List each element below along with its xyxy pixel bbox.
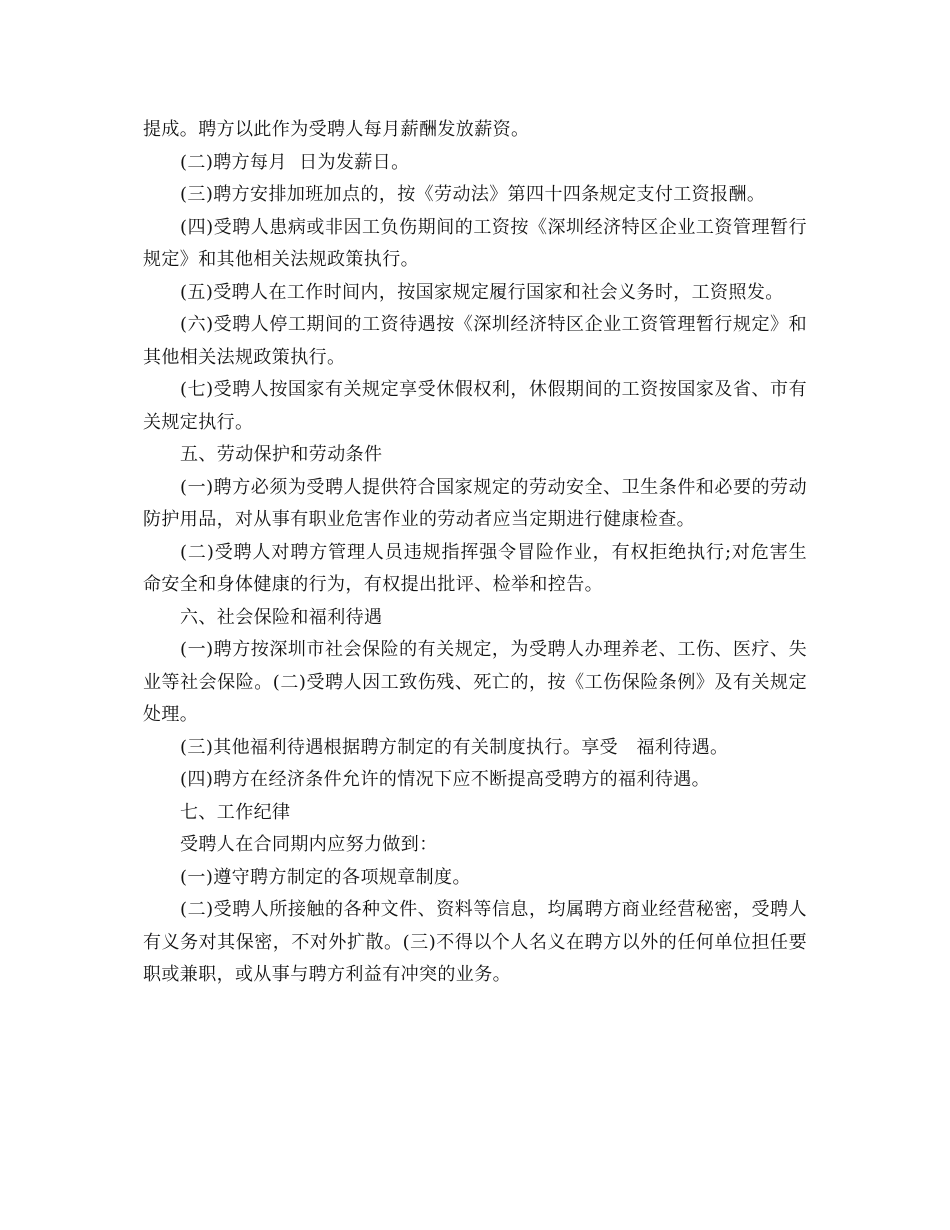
paragraph-salary-basis: 提成。聘方以此作为受聘人每月薪酬发放薪资。 [143,119,530,140]
paragraph-employee-duties-intro: 受聘人在合同期内应努力做到： [180,834,438,855]
paragraph-suspension-pay: (六)受聘人停工期间的工资待遇按《深圳经济特区企业工资管理暂行规定》和其他相关法规政策执行。 [143,314,807,368]
paragraph-civic-duty-pay: (五)受聘人在工作时间内，按国家规定履行国家和社会义务时，工资照发。 [180,281,784,303]
paragraph-payday: (二)聘方每月 日为发薪日。 [180,151,410,173]
paragraph-confidentiality: (二)受聘人所接触的各种文件、资料等信息，均属聘方商业经营秘密，受聘人有义务对其保密，不对外扩散。(三)不得以个人名义在聘方以外的任何单位担任要职或兼职，或从事与聘方利益有冲突的业务。 [143,899,807,985]
paragraph-refuse-risky-work: (二)受聘人对聘方管理人员违规指挥强令冒险作业，有权拒绝执行;对危害生命安全和身体健康的行为，有权提出批评、检举和控告。 [143,541,807,595]
paragraph-follow-rules: (一)遵守聘方制定的各项规章制度。 [180,866,471,888]
paragraph-vacation-pay: (七)受聘人按国家有关规定享受休假权利，休假期间的工资按国家及省、市有关规定执行。 [143,379,807,433]
paragraph-overtime-pay: (三)聘方安排加班加点的，按《劳动法》第四十四条规定支付工资报酬。 [180,184,766,205]
paragraph-safety-conditions: (一)聘方必须为受聘人提供符合国家规定的劳动安全、卫生条件和必要的劳动防护用品，对从事有职业危害作业的劳动者应当定期进行健康检查。 [143,476,807,530]
document-body [143,114,807,992]
section-heading-labor-protection: 五、劳动保护和劳动条件 [180,444,383,465]
paragraph-other-benefits: (三)其他福利待遇根据聘方制定的有关制度执行。享受 福利待遇。 [180,736,729,758]
paragraph-social-insurance: (一)聘方按深圳市社会保险的有关规定，为受聘人办理养老、工伤、医疗、失业等社会保险。(二)受聘人因工致伤残、死亡的，按《工伤保险条例》及有关规定处理。 [143,639,807,725]
section-heading-social-insurance: 六、社会保险和福利待遇 [180,606,383,628]
section-heading-work-discipline: 七、工作纪律 [180,801,291,823]
paragraph-improve-benefits: (四)聘方在经济条件允许的情况下应不断提高受聘方的福利待遇。 [180,769,711,790]
paragraph-sick-leave-pay: (四)受聘人患病或非因工负伤期间的工资按《深圳经济特区企业工资管理暂行规定》和其他相关法规政策执行。 [143,216,807,270]
